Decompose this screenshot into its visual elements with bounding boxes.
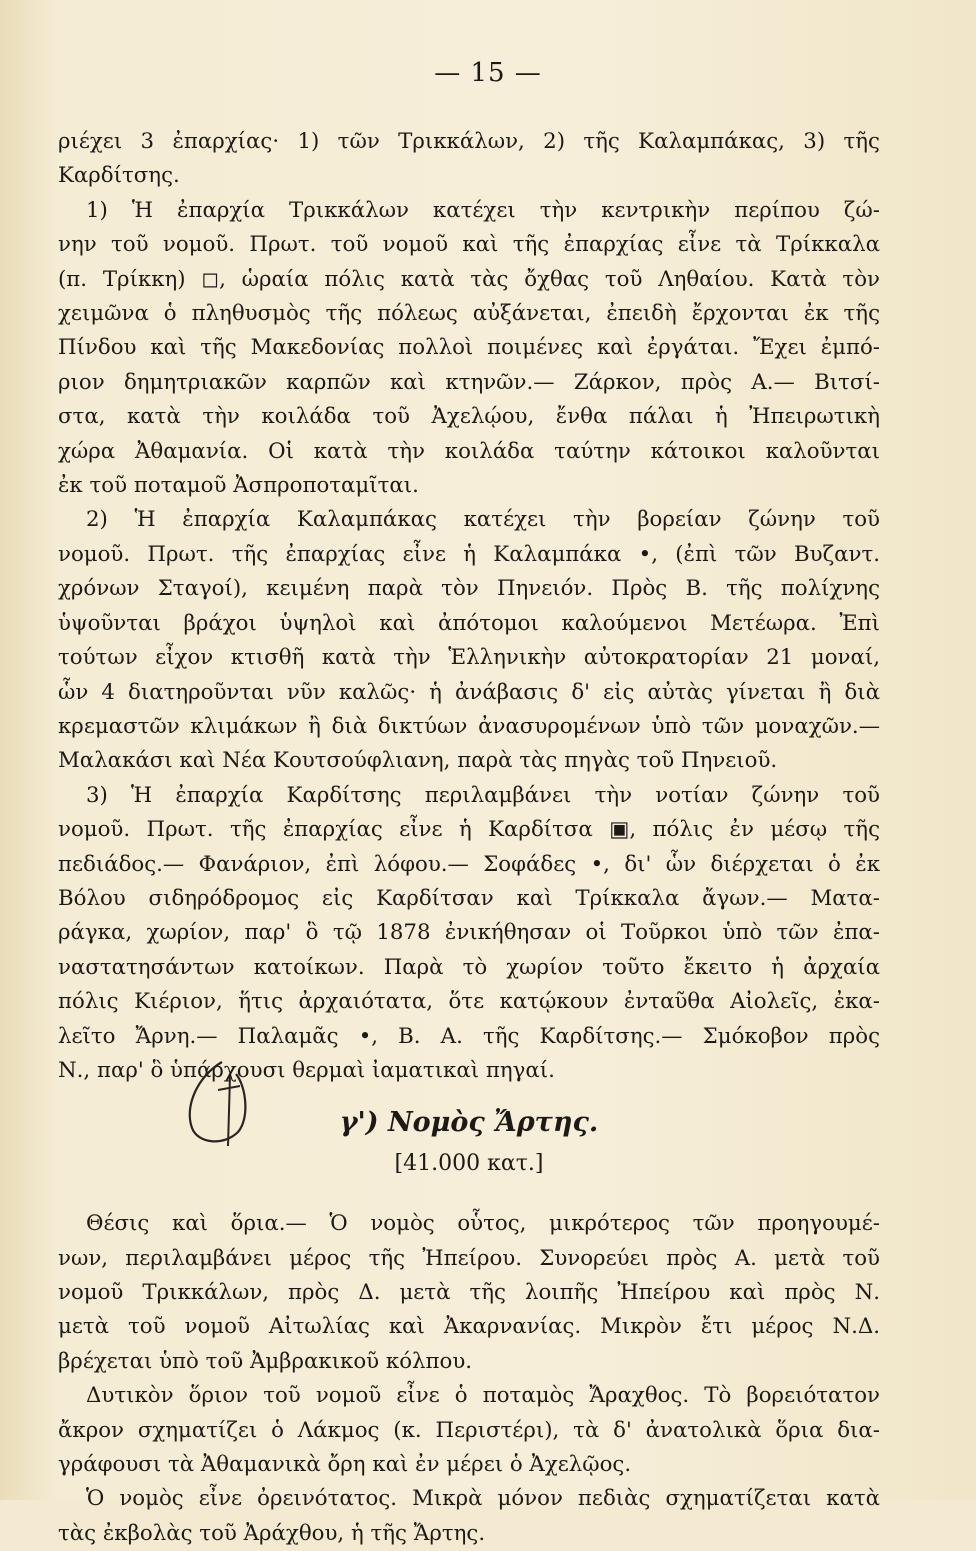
text-line: νων, περιλαμβάνει μέρος τῆς Ἠπείρου. Συνορεύει πρὸς Α. μετὰ τοῦ [58, 1245, 880, 1271]
text-line: ράγκα, χωρίον, παρ' ὃ τῷ 1878 ἐνικήθησαν οἱ Τοῦρκοι ὑπὸ τῶν ἐπα- [58, 920, 880, 946]
text-line: 2) Ἡ ἐπαρχία Καλαμπάκας κατέχει τὴν βορείαν ζώνην τοῦ [86, 507, 880, 533]
text-line: Δυτικὸν ὅριον τοῦ νομοῦ εἶνε ὁ ποταμὸς Ἄραχθος. Τὸ βορειότατον [86, 1383, 880, 1409]
text-line: Πίνδου καὶ τῆς Μακεδονίας πολλοὶ ποιμένες καὶ ἐργάται. Ἔχει ἐμπό- [58, 335, 880, 361]
page-number: — 15 — [434, 58, 542, 88]
text-line: χρόνων Σταγοί), κειμένη παρὰ τὸν Πηνειόν. Πρὸς Β. τῆς πολίχνης [58, 576, 880, 602]
section-trikkala-prefecture-continued [58, 125, 880, 1088]
text-line: ριέχει 3 ἐπαρχίας· 1) τῶν Τρικκάλων, 2) τῆς Καλαμπάκας, 3) τῆς [58, 129, 880, 154]
text-line: 1) Ἡ ἐπαρχία Τρικκάλων κατέχει τὴν κεντρικὴν περίπου ζώ- [86, 197, 880, 223]
body-text [58, 125, 880, 1551]
text-line: Ν., παρ' ὃ ὑπάρχουσι θερμαὶ ἰαματικαὶ πηγαί. [58, 1057, 555, 1083]
text-line: ριον δημητριακῶν καρπῶν καὶ κτηνῶν.— Ζάρκον, πρὸς Α.— Βιτσί- [58, 369, 880, 395]
text-line: στα, κατὰ τὴν κοιλάδα τοῦ Ἀχελῴου, ἔνθα πάλαι ἡ Ἠπειρωτικὴ [58, 404, 880, 430]
text-line: μετὰ τοῦ νομοῦ Αἰτωλίας καὶ Ἀκαρνανίας. Μικρὸν ἔτι μέρος Ν.Δ. [58, 1314, 880, 1340]
text-line: Θέσις καὶ ὅρια.— Ὁ νομὸς οὗτος, μικρότερος τῶν προηγουμέ- [86, 1211, 880, 1237]
text-line: τὰς ἐκβολὰς τοῦ Ἀράχθου, ἡ τῆς Ἄρτης. [58, 1520, 486, 1546]
text-line: νομοῦ. Πρωτ. τῆς ἐπαρχίας εἶνε ἡ Καρδίτσα ▣, πόλις ἐν μέσῳ τῆς [58, 817, 880, 843]
text-line: κρεμαστῶν κλιμάκων ἢ διὰ δικτύων ἀνασυρομένων ὑπὸ τῶν μοναχῶν.— [58, 713, 880, 739]
text-line: πόλις Κιέριον, ἥτις ἀρχαιότατα, ὅτε κατῴκουν ἐνταῦθα Αἰολεῖς, ἐκα- [58, 989, 880, 1015]
text-line: ὑψοῦνται βράχοι ὑψηλοὶ καὶ ἀπότομοι καλούμενοι Μετέωρα. Ἐπὶ [58, 610, 880, 636]
text-line: πεδιάδος.— Φανάριον, ἐπὶ λόφου.— Σοφάδες •, δι' ὧν διέρχεται ὁ ἐκ [58, 851, 880, 877]
section-heading-arta: γ') Νομὸς Ἄρτης. [339, 1107, 599, 1139]
text-line: (π. Τρίκκη) ◻, ὡραία πόλις κατὰ τὰς ὄχθας τοῦ Ληθαίου. Κατὰ τὸν [58, 266, 880, 292]
text-line: ἄκρον σχηματίζει ὁ Λάκμος (κ. Περιστέρι), τὰ δ' ἀνατολικὰ ὅρια δια- [58, 1417, 880, 1443]
text-line: νομοῦ. Πρωτ. τῆς ἐπαρχίας εἶνε ἡ Καλαμπάκα •, (ἐπὶ τῶν Βυζαντ. [58, 541, 880, 567]
text-line: λεῖτο Ἄρνη.— Παλαμᾶς •, Β. Α. τῆς Καρδίτσης.— Σμόκοβον πρὸς [58, 1023, 880, 1049]
text-line: χώρα Ἀθαμανία. Οἱ κατὰ τὴν κοιλάδα ταύτην κάτοικοι καλοῦνται [58, 438, 880, 464]
text-line: ναστατησάντων κατοίκων. Παρὰ τὸ χωρίον τοῦτο ἔκειτο ἡ ἀρχαία [58, 954, 880, 980]
text-line: γράφουσι τὰ Ἀθαμανικὰ ὄρη καὶ ἐν μέρει ὁ Ἀχελῷος. [58, 1452, 632, 1478]
text-line: 3) Ἡ ἐπαρχία Καρδίτσης περιλαμβάνει τὴν νοτίαν ζώνην τοῦ [86, 782, 880, 808]
text-line: χειμῶνα ὁ πληθυσμὸς τῆς πόλεως αὐξάνεται, ἐπειδὴ ἔρχονται ἐκ τῆς [58, 301, 880, 327]
text-line: ἐκ τοῦ ποταμοῦ Ἀσπροποταμῖται. [58, 473, 419, 499]
text-line: Μαλακάσι καὶ Νέα Κουτσούφλιανη, παρὰ τὰς πηγὰς τοῦ Πηνειοῦ. [58, 748, 778, 774]
text-line: Ὁ νομὸς εἶνε ὀρεινότατος. Μικρὰ μόνον πεδιὰς σχηματίζεται κατὰ [86, 1486, 880, 1512]
text-line: Καρδίτσης. [58, 163, 180, 189]
section-arta-position-and-borders [58, 1207, 880, 1551]
text-line: ὧν 4 διατηροῦνται νῦν καλῶς· ἡ ἀνάβασις δ' εἰς αὐτὰς γίνεται ἢ διὰ [58, 679, 880, 705]
text-line: βρέχεται ὑπὸ τοῦ Ἀμβρακικοῦ κόλπου. [58, 1348, 473, 1374]
text-line: νομοῦ Τρικκάλων, πρὸς Δ. μετὰ τῆς λοιπῆς Ἠπείρου καὶ πρὸς Ν. [58, 1280, 880, 1305]
handwritten-mark [178, 1056, 268, 1152]
text-line: Βόλου σιδηρόδρομος εἰς Καρδίτσαν καὶ Τρίκκαλα ἄγων.— Ματα- [58, 885, 880, 911]
text-line: τούτων εἶχον κτισθῆ κατὰ τὴν Ἑλληνικὴν αὐτοκρατορίαν 21 μοναί, [58, 645, 880, 671]
text-line: νην τοῦ νομοῦ. Πρωτ. τοῦ νομοῦ καὶ τῆς ἐπαρχίας εἶνε τὰ Τρίκκαλα [58, 232, 880, 258]
population-note: [41.000 κατ.] [394, 1150, 544, 1176]
